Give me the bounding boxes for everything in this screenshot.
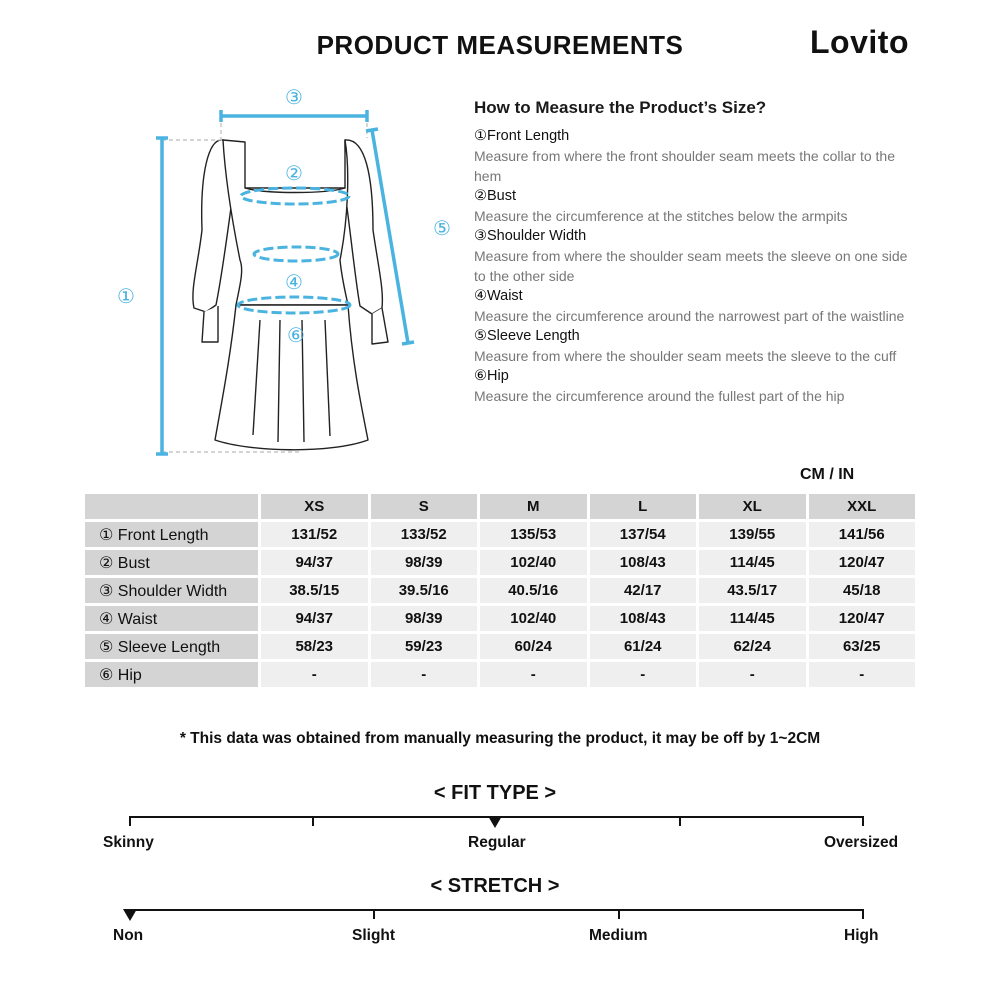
size-header: XL	[699, 494, 806, 519]
stretch-label-high: High	[844, 927, 879, 944]
scale-tick	[129, 816, 131, 826]
stretch-label-medium: Medium	[589, 927, 648, 944]
guide-item-hip	[474, 366, 914, 406]
size-table	[82, 491, 918, 690]
table-row	[85, 550, 915, 575]
scale-tick	[373, 909, 375, 919]
marker-waist: ④	[285, 270, 303, 294]
table-header-row	[85, 494, 915, 519]
table-cell: 62/24	[699, 634, 806, 659]
table-cell: 102/40	[480, 550, 587, 575]
stretch-label-non: Non	[113, 927, 144, 944]
table-cell: -	[699, 662, 806, 687]
table-cell: 94/37	[261, 550, 368, 575]
table-cell: -	[261, 662, 368, 687]
table-cell: 98/39	[371, 606, 478, 631]
scale-tick	[312, 816, 314, 826]
guide-label: ④Waist	[474, 288, 523, 304]
stretch-scale	[80, 903, 920, 943]
guide-description: Measure the circumference at the stitches below the armpits	[474, 208, 848, 224]
guide-description: Measure the circumference around the fullest part of the hip	[474, 388, 845, 404]
table-cell: 61/24	[590, 634, 697, 659]
units-label: CM / IN	[800, 466, 855, 483]
marker-sleeve-length: ⑤	[433, 216, 451, 240]
scale-tick	[862, 909, 864, 919]
guide-item-shoulder-width	[474, 226, 914, 286]
measuring-guide	[474, 126, 914, 406]
dress-illustration	[193, 140, 388, 450]
table-cell: 108/43	[590, 550, 697, 575]
table-row	[85, 662, 915, 687]
guide-label: ⑥Hip	[474, 368, 509, 384]
stretch-label-slight: Slight	[352, 927, 396, 944]
table-cell: -	[809, 662, 916, 687]
guide-description: Measure the circumference around the narrowest part of the waistline	[474, 308, 905, 324]
table-cell: 141/56	[809, 522, 916, 547]
guide-item-bust	[474, 186, 914, 226]
table-cell: 63/25	[809, 634, 916, 659]
brand-logo: Lovito	[810, 24, 909, 60]
dress-measurement-diagram	[90, 80, 460, 470]
marker-front-length: ①	[117, 284, 135, 308]
guide-description: Measure from where the shoulder seam meets the sleeve to the cuff	[474, 348, 897, 364]
fit-type-indicator-icon	[488, 816, 502, 828]
size-header: XXL	[809, 494, 916, 519]
table-cell: 42/17	[590, 578, 697, 603]
table-cell: 114/45	[699, 550, 806, 575]
row-label: ① Front Length	[85, 522, 258, 547]
table-cell: 120/47	[809, 606, 916, 631]
guide-item-front-length	[474, 126, 914, 186]
guide-label: ⑤Sleeve Length	[474, 328, 580, 344]
row-label: ④ Waist	[85, 606, 258, 631]
table-cell: 131/52	[261, 522, 368, 547]
table-cell: 133/52	[371, 522, 478, 547]
size-header: M	[480, 494, 587, 519]
stretch-scale-line	[129, 909, 864, 911]
table-cell: -	[480, 662, 587, 687]
marker-shoulder-width: ③	[285, 85, 303, 109]
stretch-indicator-icon	[123, 909, 137, 921]
table-cell: 108/43	[590, 606, 697, 631]
guide-description: Measure from where the shoulder seam meets the sleeve on one side to the other side	[474, 248, 908, 284]
row-label: ⑤ Sleeve Length	[85, 634, 258, 659]
guide-label: ①Front Length	[474, 128, 570, 144]
table-cell: 59/23	[371, 634, 478, 659]
fit-type-title: < FIT TYPE >	[433, 782, 557, 804]
row-label: ③ Shoulder Width	[85, 578, 258, 603]
scale-tick	[618, 909, 620, 919]
size-header: XS	[261, 494, 368, 519]
table-cell: -	[371, 662, 478, 687]
scale-tick	[862, 816, 864, 826]
row-label: ② Bust	[85, 550, 258, 575]
guide-heading: How to Measure the Product’s Size?	[474, 98, 767, 117]
table-row	[85, 578, 915, 603]
table-corner-cell	[85, 494, 258, 519]
table-cell: -	[590, 662, 697, 687]
table-cell: 102/40	[480, 606, 587, 631]
table-cell: 58/23	[261, 634, 368, 659]
guide-label: ②Bust	[474, 188, 517, 204]
marker-hip: ⑥	[287, 323, 305, 347]
table-cell: 40.5/16	[480, 578, 587, 603]
size-header: L	[590, 494, 697, 519]
table-cell: 135/53	[480, 522, 587, 547]
guide-description: Measure from where the front shoulder seam meets the collar to the hem	[474, 148, 895, 184]
table-cell: 114/45	[699, 606, 806, 631]
table-cell: 98/39	[371, 550, 478, 575]
guide-label: ③Shoulder Width	[474, 228, 587, 244]
size-header: S	[371, 494, 478, 519]
row-label: ⑥ Hip	[85, 662, 258, 687]
table-row	[85, 606, 915, 631]
table-cell: 60/24	[480, 634, 587, 659]
guide-item-sleeve-length	[474, 326, 914, 366]
guide-item-waist	[474, 286, 914, 326]
table-cell: 39.5/16	[371, 578, 478, 603]
table-cell: 45/18	[809, 578, 916, 603]
page-title: PRODUCT MEASUREMENTS	[316, 30, 684, 60]
table-cell: 43.5/17	[699, 578, 806, 603]
scale-tick	[679, 816, 681, 826]
table-row	[85, 522, 915, 547]
table-cell: 94/37	[261, 606, 368, 631]
table-cell: 139/55	[699, 522, 806, 547]
table-row	[85, 634, 915, 659]
table-cell: 120/47	[809, 550, 916, 575]
fit-label-skinny: Skinny	[103, 834, 154, 851]
fit-label-regular: Regular	[468, 834, 526, 851]
marker-bust: ②	[285, 161, 303, 185]
table-cell: 38.5/15	[261, 578, 368, 603]
measurement-note: * This data was obtained from manually measuring the product, it may be off by 1~2CM	[179, 730, 821, 747]
fit-label-oversized: Oversized	[824, 834, 899, 851]
table-cell: 137/54	[590, 522, 697, 547]
stretch-title: < STRETCH >	[430, 875, 560, 897]
